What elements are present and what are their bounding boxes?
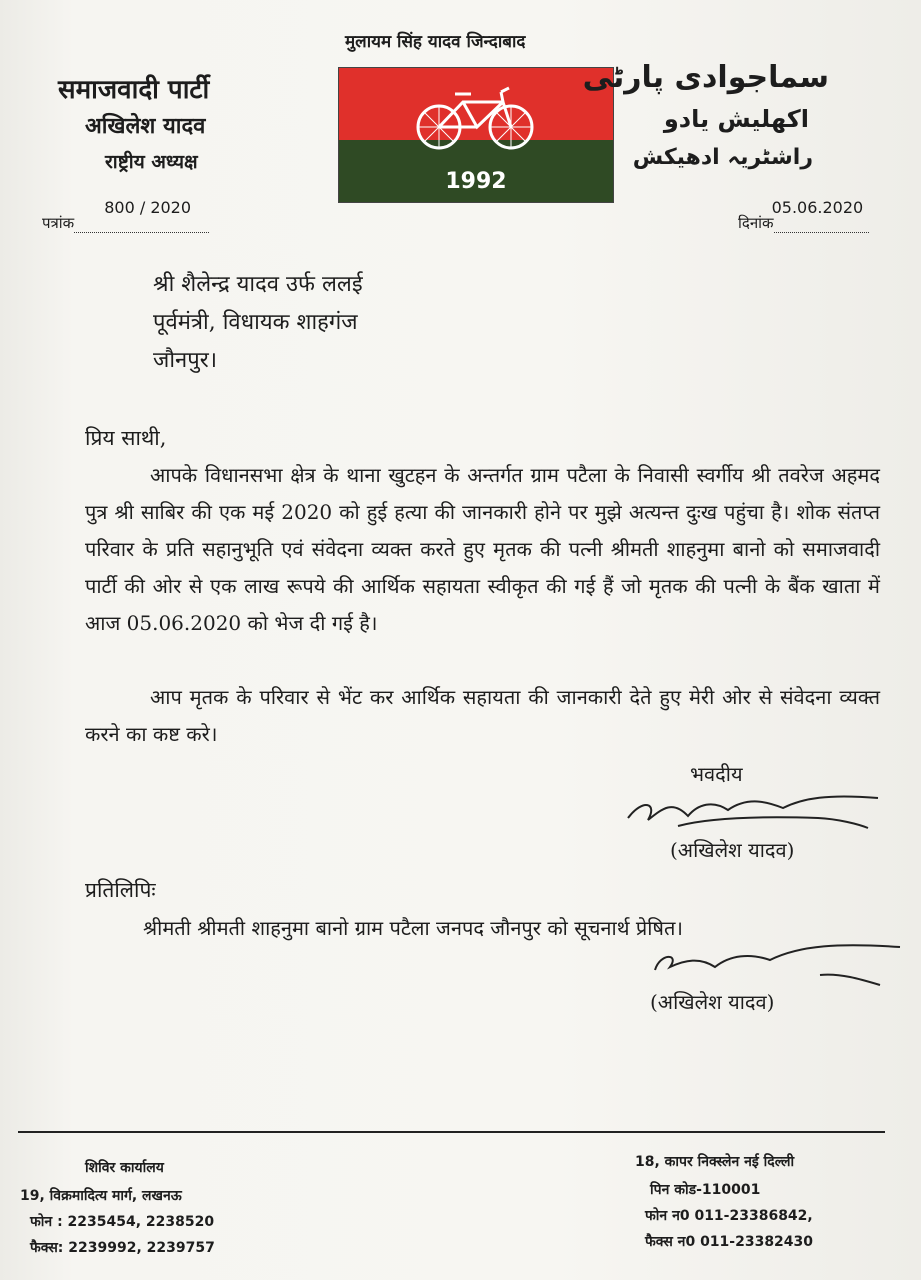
footer-left-address: 19, विक्रमादित्य मार्ग, लखनऊ [20,1188,182,1204]
recipient-line-1: श्री शैलेन्द्र यादव उर्फ ललई [153,272,363,297]
footer-right-pin: पिन कोड-110001 [650,1182,761,1198]
footer-right-phone: फोन न0 011-23386842, [645,1208,813,1224]
dinank-value: 05.06.2020 [771,198,864,217]
footer-divider [18,1131,885,1133]
patrank-value: 800 / 2020 [104,198,192,217]
salutation: प्रिय साथी, [85,426,167,450]
designation-urdu: راشٹریہ ادھیکش [632,145,813,170]
footer-left-fax: फैक्स: 2239992, 2239757 [30,1240,215,1256]
footer-left-title: शिविर कार्यालय [85,1160,164,1176]
recipient-line-3: जौनपुर। [153,348,218,373]
footer-right-address: 18, कापर निक्स्लेन नई दिल्ली [635,1154,795,1170]
party-flag [338,67,614,203]
closing: भवदीय [690,762,743,786]
dinank-line [738,198,869,233]
letter-paragraph-1: आपके विधानसभा क्षेत्र के थाना खुटहन के अन्तर्गत ग्राम पटैला के निवासी स्वर्गीय श्री तवरेज अहमद पुत्र श्री साबिर की एक मई 2020 को हुई हत्या की जानकारी होने पर मुझे अत्यन्त दुःख पहुंचा है। शोक संतप्त परिवार के प्रति सहानुभूति एवं संवेदना व्यक्त करते हुए मृतक की पत्नी श्रीमती शाहनुमा बानो को समाजवादी पार्टी की ओर से एक लाख रूपये की आर्थिक सहायता स्वीकृत की गई हैं जो मृतक की पत्नी के बैंक खाता में आज 05.06.2020 को भेज दी गई है। [85,463,880,635]
party-name-urdu: سماجوادی پارٹی [582,60,829,95]
party-name-hindi: समाजवादी पार्टी [58,75,210,105]
copy-text: श्रीमती श्रीमती शाहनुमा बानो ग्राम पटैला जनपद जौनपुर को सूचनार्थ प्रेषित। [143,916,683,940]
patrank-label: पत्रांक [42,214,75,232]
signatory-name: (अखिलेश यादव) [670,838,795,862]
copy-signatory-name: (अखिलेश यादव) [650,990,775,1014]
footer-left-phone: फोन : 2235454, 2238520 [30,1214,215,1230]
dinank-label: दिनांक [738,214,774,232]
slogan: मुलायम सिंह यादव जिन्दाबाद [345,32,526,52]
copy-label: प्रतिलिपिः [85,878,156,902]
flag-year: 1992 [445,169,507,194]
letter-paragraph-2: आप मृतक के परिवार से भेंट कर आर्थिक सहायता की जानकारी देते हुए मेरी ओर से संवेदना व्यक्त करने का कष्ट करे। [85,685,880,746]
footer-right-fax: फैक्स न0 011-23382430 [645,1234,814,1250]
designation-hindi: राष्ट्रीय अध्यक्ष [105,151,198,173]
bicycle-icon [411,82,541,152]
leader-name-urdu: اکھلیش یادو [663,105,809,133]
leader-name-hindi: अखिलेश यादव [85,114,206,139]
recipient-line-2: पूर्वमंत्री, विधायक शाहगंज [153,310,358,335]
patrank-line [42,198,209,233]
